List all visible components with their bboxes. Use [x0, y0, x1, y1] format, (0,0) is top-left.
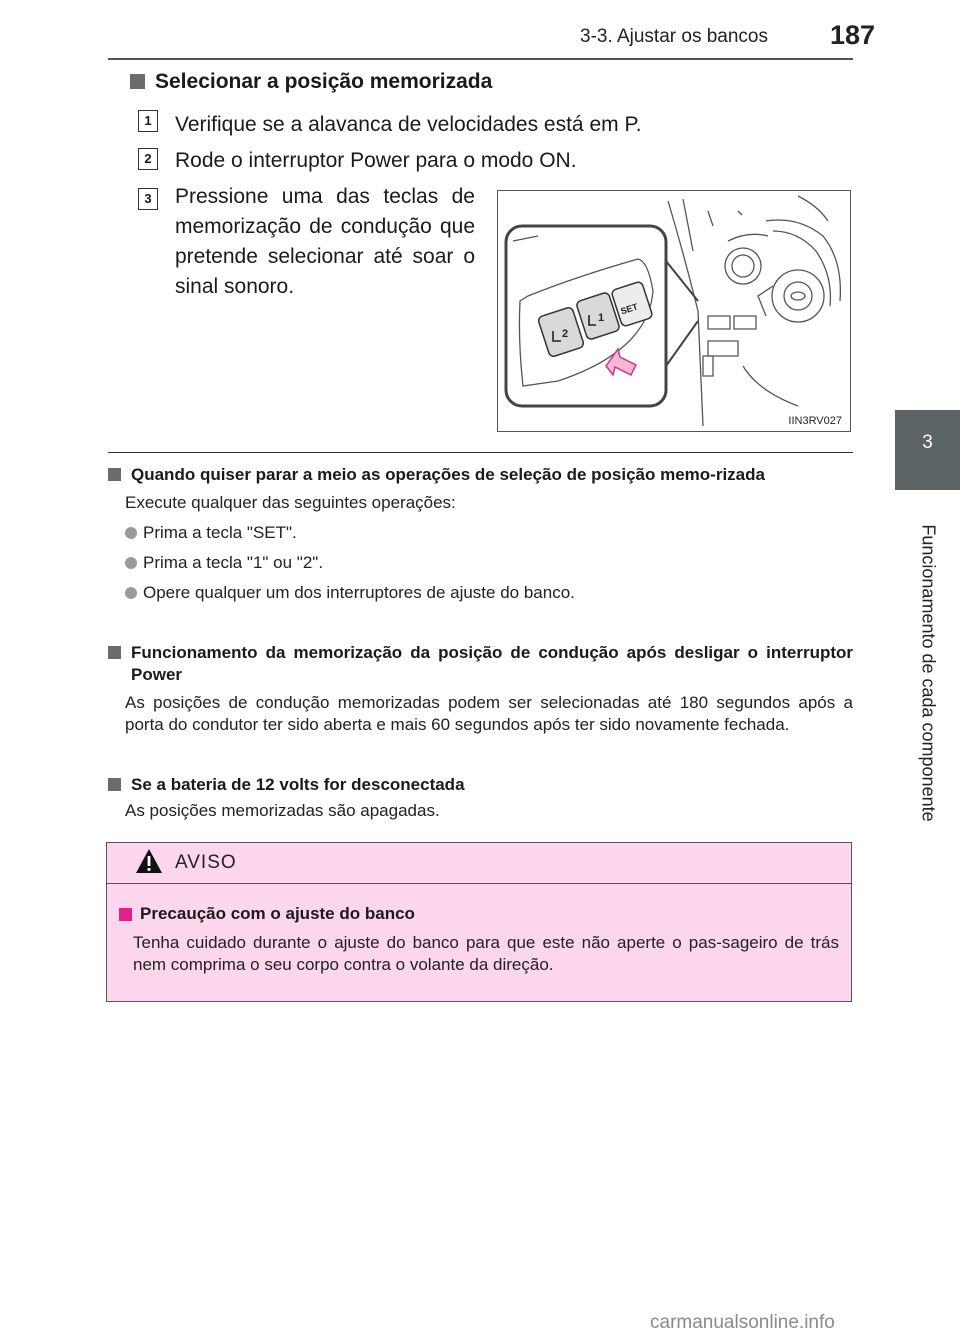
list-item-text: Prima a tecla "SET". — [143, 523, 297, 542]
note-title — [108, 464, 853, 486]
step-number-2: 2 — [138, 148, 158, 170]
list-item-text: Prima a tecla "1" ou "2". — [143, 553, 324, 572]
square-bullet-icon — [119, 908, 132, 921]
figure-code: IIN3RV027 — [788, 415, 842, 427]
list-item — [125, 552, 853, 574]
list-item — [125, 522, 853, 544]
step-text-3: Pressione uma das teclas de memorização de condução que pretende selecionar até soar o sinal sonoro. — [175, 185, 475, 298]
page-number: 187 — [830, 20, 876, 50]
memory-button-2-label: 2 — [562, 328, 569, 340]
note-body: As posições de condução memorizadas podem ser selecionadas até 180 segundos após a porta do condutor ter sido aberta e mais 60 segundos após ter sido novamente fechada. — [125, 693, 853, 734]
bullet-dot-icon — [125, 587, 137, 599]
list-item — [125, 582, 853, 604]
warning-triangle-icon — [135, 848, 163, 879]
note-title — [108, 774, 853, 796]
warning-box — [106, 842, 852, 1002]
step-text-1: Verifique se a alavanca de velocidades está em P. — [175, 113, 642, 136]
chapter-number: 3 — [922, 432, 933, 453]
set-button-label: SET — [619, 301, 640, 317]
note-title-text: Funcionamento da memorização da posição de condução após desligar o interruptor Power — [131, 643, 853, 684]
note-title — [108, 642, 853, 686]
warning-body — [107, 884, 851, 1001]
dashboard-illustration — [498, 191, 850, 431]
seat-memory-switch-illustration — [497, 190, 851, 432]
step-number-1: 1 — [138, 110, 158, 132]
note-title-text: Se a bateria de 12 volts for desconectada — [131, 775, 465, 794]
section-divider — [108, 452, 853, 453]
warning-title — [119, 904, 415, 924]
warning-header — [107, 843, 851, 884]
warning-label: AVISO — [175, 852, 237, 873]
step-number-3: 3 — [138, 188, 158, 210]
square-bullet-icon — [108, 778, 121, 791]
header-divider — [108, 58, 853, 60]
section-title — [130, 70, 492, 94]
square-bullet-icon — [108, 468, 121, 481]
step-text-2: Rode o interruptor Power para o modo ON. — [175, 149, 577, 172]
warning-title-text: Precaução com o ajuste do banco — [140, 904, 415, 923]
note-body: As posições memorizadas são apagadas. — [125, 801, 440, 820]
bullet-dot-icon — [125, 527, 137, 539]
note-stop-selection — [108, 464, 853, 604]
header-section-title: 3-3. Ajustar os bancos — [580, 26, 768, 47]
square-bullet-icon — [108, 646, 121, 659]
chapter-label-container — [895, 500, 960, 845]
square-bullet-icon — [130, 74, 145, 89]
memory-button-1-label: 1 — [598, 312, 605, 324]
note-title-text: Quando quiser parar a meio as operações de seleção de posição memo-rizada — [131, 465, 765, 484]
note-body: Execute qualquer das seguintes operações: — [125, 493, 456, 512]
note-after-power-off — [108, 642, 853, 736]
bullet-dot-icon — [125, 557, 137, 569]
list-item-text: Opere qualquer um dos interruptores de ajuste do banco. — [143, 583, 575, 602]
note-battery-disconnected — [108, 774, 853, 822]
watermark: carmanualsonline.info — [650, 1312, 835, 1333]
warning-text: Tenha cuidado durante o ajuste do banco para que este não aperte o pas-sageiro de trás nem comprima o seu corpo contra o volante da direção. — [133, 933, 839, 974]
chapter-label: Funcionamento de cada componente — [918, 523, 938, 822]
section-title-text: Selecionar a posição memorizada — [155, 70, 493, 93]
